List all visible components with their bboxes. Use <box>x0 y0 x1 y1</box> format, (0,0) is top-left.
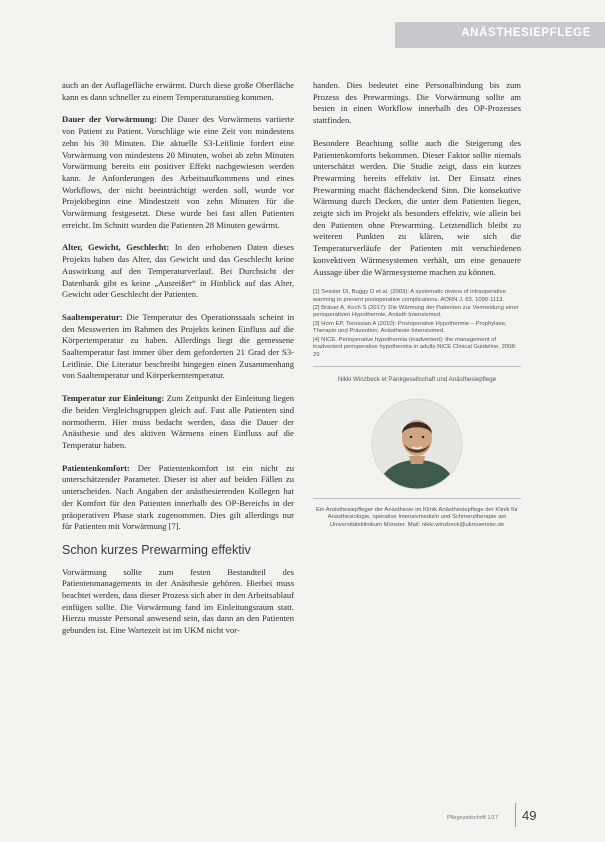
section-room-temperature <box>62 312 294 382</box>
section-body: In den erhobenen Daten dieses Projekts haben das Alter, das Gewicht und das Geschlecht keine Auswirkung auf den Temperaturverlauf. Bei Durchsicht der Datenbank gibt es keine „Ausreißer“ in Hinblick auf das Alter, Gewicht oder Geschlecht der Patienten. <box>62 242 294 300</box>
left-column <box>62 80 294 648</box>
right-paragraph: handen. Dies bedeutet eine Personalbindung bis zum Prozess des Prewarmings. Die Vorwärmung sollte am besten in einen Workflow innerhalb des OP-Prozesses stattfinden. <box>313 80 521 126</box>
section-patient-comfort <box>62 463 294 533</box>
closing-paragraph: Vorwärmung sollte zum festen Bestandteil des Patientenmanagements in der Anästhesie gehören. Hierbei muss beachtet werden, dass dieser Prozess sich aber in den Arbeitsablauf einfügen sollte. Die Vorwärmung fand im Einleitungsraum statt. Hierzu musste Personal anwesend sein, das dann an den Patienten gebunden ist. Eine Wartezeit ist im UKM nicht vor- <box>62 566 294 636</box>
reference-item: [4] NICE. Perioperative hypothermia (inadvertent): the management of inadvertent perioperative hypothermia in adults NICE Clinical Guideline, 2008: 29 <box>313 336 517 358</box>
page-number: 49 <box>522 808 537 823</box>
right-paragraph: Besondere Beachtung sollte auch die Steigerung des Patientenkomforts bekommen. Dieser Faktor sollte niemals unterschätzt werden. Die Studie zeigt, dass ein kurzes Prewarming bereits effektiv ist. Der Einsatz eines Prewarming macht flächendeckend Sinn. Die konsekutive Wärmung durch Decken, die unter dem Patienten liegen, zeigte sich im Projekt als besonders effektiv, wie allein bei den Patienten ohne Prewarming. Letztendlich bleibt zu weiteren Punkten zu klären, wie sich die Temperaturverläufe der Patienten mit verschiedenen konvektiven Wärmesystemen verhält, um eine genauere Aussage über die Wärmesysteme machen zu können. <box>313 137 521 277</box>
footer-separator <box>515 803 516 827</box>
divider <box>313 366 521 367</box>
section-header-title: ANÄSTHESIEPFLEGE <box>461 27 591 39</box>
reference-item: [3] Horn EP, Torossian A (2010): Postoperative Hypothermie – Prophylaxe, Therapie und Prävention. Anästhesie Intensivmed. <box>313 320 507 335</box>
author-line: Nikki Winzbeck et Pankgesellschaft und Anästhesiepflege <box>337 375 497 383</box>
references <box>313 289 521 359</box>
section-age-weight-sex <box>62 242 294 301</box>
author-caption: Ein Anästhesiepfleger der Anästhesie im Klinik Anästhesiepflege der Klinik für Anästhesiologie, operative Intensivmedizin und Schmerztherapie am Universitätsklinikum Münster. Mail: nikki.winzbeck@ukmuenster.de <box>315 506 519 528</box>
section-heading: Alter, Gewicht, Geschlecht: <box>62 242 170 253</box>
section-heading: Dauer der Vorwärmung: <box>62 114 157 125</box>
section-body: Der Patientenkomfort ist ein nicht zu unterschätzender Parameter. Dieser ist aber auf beiden Fällen zu unterscheiden. Nach Angaben der anästhesierenden Kollegen hat der Komfort für den Patienten innerhalb des OP-Bereichs in der präoperativen Phase stark zugenommen. Dies gilt allerdings nur für Patienten mit Vorwärmung [7]. <box>62 462 295 532</box>
section-body: Die Temperatur des Operationssaals scheint in den Messwerten im Rahmen des Projekts keinen Einfluss auf die Körpertemperatur zu haben. Allerdings liegt die gemessene Saaltemperatur fast immer über dem geforderten 21 Grad der S3-Leitlinie. Die Literatur beschreibt hingegen einen Zusammenhang von Saaltemperatur und Körperkerntemperatur. <box>62 311 294 381</box>
section-header-bar <box>395 22 605 48</box>
section-heading: Patientenkomfort: <box>62 462 130 473</box>
reference-item: [2] Bräuer A, Koch S (2017): Die Wärmung der Patienten zur Vermeidung einer perioperativen Hypothermie. Anästh Intensivmed. <box>313 305 519 319</box>
author-photo <box>371 398 463 490</box>
journal-name: Pflegezeitschrift 1/17 <box>447 815 499 821</box>
section-duration <box>62 114 294 231</box>
section-heading: Temperatur zur Einleitung: <box>62 393 165 404</box>
divider <box>313 498 521 499</box>
right-column <box>313 80 521 529</box>
author-photo-wrap <box>313 398 521 490</box>
section-induction-temperature <box>62 393 294 452</box>
reference-item: [1] Sessler DI, Buggy D et al. (2003): A systematic review of intraoperative warming to prevent postoperative complications. AORN J. 83, 1090-1113. <box>313 289 506 303</box>
subheading: Schon kurzes Prewarming effektiv <box>62 542 251 557</box>
section-heading: Saaltemperatur: <box>62 311 123 322</box>
intro-paragraph: auch an der Auflagefläche erwärmt. Durch diese große Oberfläche kann es dann schneller zu einem Temperaturanstieg kommen. <box>62 80 294 102</box>
section-body: Zum Zeitpunkt der Einleitung liegen die beiden Vergleichsgruppen gleich auf. Fast alle Patienten sind normotherm. Hier muss bedacht werden, dass die Dauer der Anästhesie und des aktiven Wärmens einen Einfluss auf die Temperatur haben. <box>62 393 295 450</box>
section-body: Die Dauer des Vorwärmens variierte von Patient zu Patient. Vorschläge wie eine Zeit von mindestens zehn bis 30 Minuten. Die aktuelle S3-Leitlinie fordert eine Vorwärmung von mindestens 20 Minuten, wobei ab zehn Minuten Vorwärmung bereits ein positiver Effekt nachgewiesen werden kann. Je Anforderungen des Arbeitsaufkommens und eines Workflows, der nicht beeinträchtigt werden soll, wurde vor Projektbeginn eine Mindestzeit von zehn Minuten für die Vorwärmung festgesetzt. Diese wurde bei fast allen Patienten erreicht. Im Schnitt wurden die Patienten 28 Minuten gewärmt. <box>62 114 295 230</box>
